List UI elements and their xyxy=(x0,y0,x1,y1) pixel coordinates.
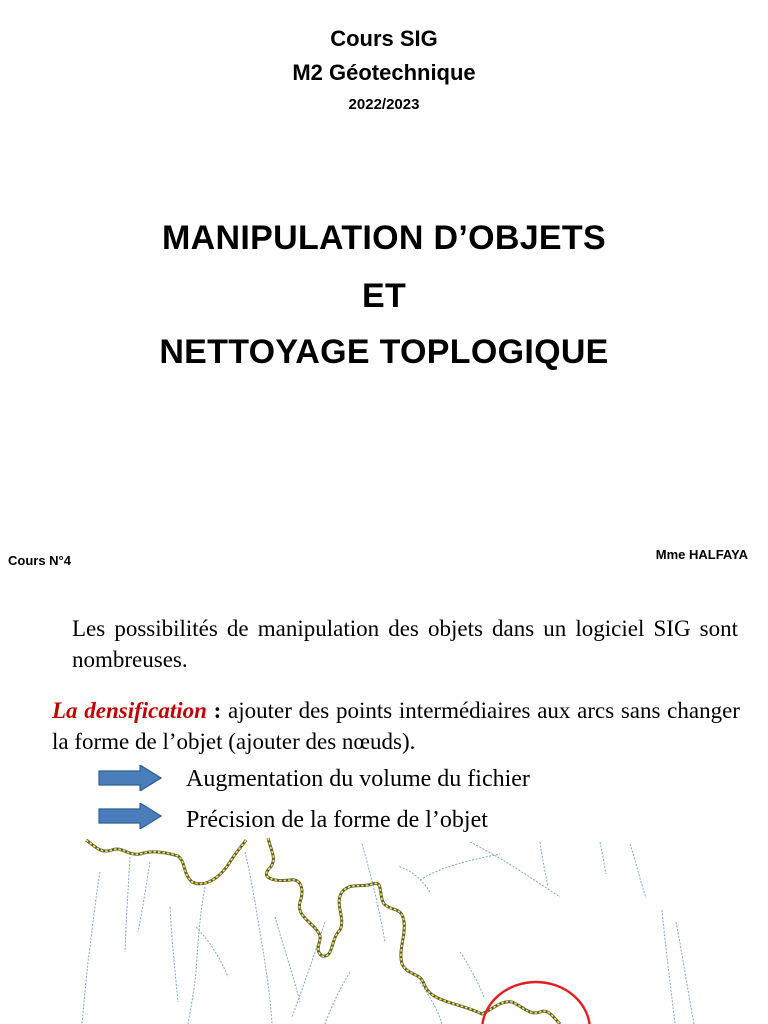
densification-term: La densification xyxy=(52,698,207,723)
highlight-circle xyxy=(482,982,590,1024)
densification-paragraph xyxy=(52,695,740,757)
bullet-arrow-1 xyxy=(98,765,162,791)
bullet-arrow-2 xyxy=(98,803,162,829)
right-arrow-icon xyxy=(98,765,162,791)
course-number: Cours N°4 xyxy=(8,553,71,568)
bullet-text-2: Précision de la forme de l’objet xyxy=(186,807,488,833)
river-network-map xyxy=(0,832,768,1024)
main-title-line-1: MANIPULATION D’OBJETS xyxy=(162,219,606,257)
tributary-lines xyxy=(82,842,694,1024)
right-arrow-icon xyxy=(98,803,162,829)
course-year: 2022/2023 xyxy=(348,96,420,113)
densification-definition: ajouter des points intermédiaires aux arcs sans changer la forme de l’objet (ajouter des nœuds). xyxy=(52,698,740,754)
course-level: M2 Géotechnique xyxy=(292,60,476,85)
densification-colon: : xyxy=(206,698,222,723)
course-title: Cours SIG xyxy=(330,26,438,51)
main-title-line-3: NETTOYAGE TOPLOGIQUE xyxy=(159,333,609,371)
main-title-line-2: ET xyxy=(361,277,407,315)
intro-paragraph: Les possibilités de manipulation des objets dans un logiciel SIG sont nombreuses. xyxy=(72,616,738,672)
bullet-text-1: Augmentation du volume du fichier xyxy=(186,766,530,792)
main-river-densified xyxy=(86,838,560,1024)
author-name: Mme HALFAYA xyxy=(655,547,748,562)
